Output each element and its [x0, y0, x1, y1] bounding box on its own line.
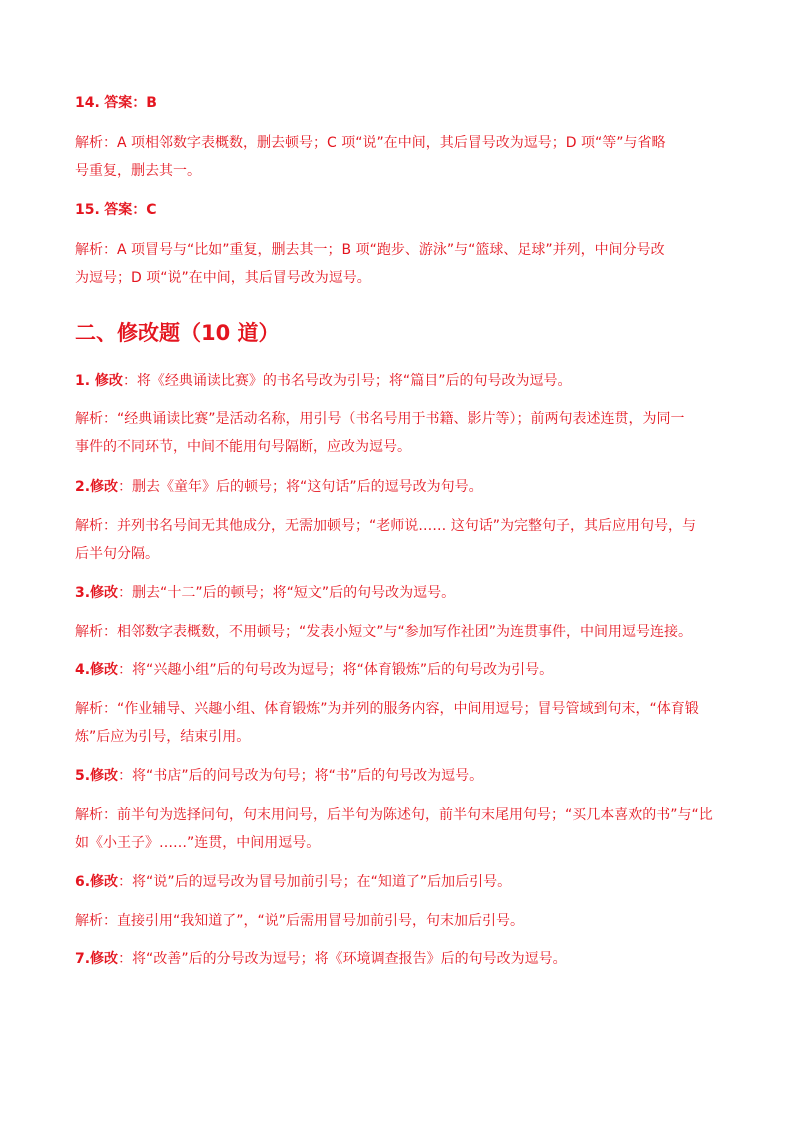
q14-answer	[75, 93, 157, 113]
item-3-analysis-line1: 解析：相邻数字表概数，不用顿号；“发表小短文”与“参加写作社团”为连贯事件，中间用逗号连接。	[75, 624, 693, 640]
item-4-analysis-line2: 炼”后应为引号，结束引用。	[75, 729, 251, 745]
item-5-analysis-line2: 如《小王子》……”连贯，中间用逗号。	[75, 835, 321, 851]
item-6-label: 6.修改	[75, 874, 119, 890]
item-5	[75, 766, 483, 786]
item-7	[75, 949, 567, 969]
item-1-analysis-line1: 解析：“经典诵读比赛”是活动名称，用引号（书名号用于书籍、影片等）；前两句表述连贯，为同一	[75, 411, 685, 427]
item-5-text: ：将“书店”后的问号改为句号；将“书”后的句号改为逗号。	[118, 768, 484, 784]
item-6-analysis-line1: 解析：直接引用“我知道了”，“说”后需用冒号加前引号，句末加后引号。	[75, 913, 525, 929]
q14-analysis-line1: 解析：A 项相邻数字表概数，删去顿号；C 项“说”在中间，其后冒号改为逗号；D 项“等”与省略	[75, 135, 666, 151]
item-2-analysis-line1: 解析：并列书名号间无其他成分，无需加顿号；“老师说…… 这句话”为完整句子，其后应用句号，与	[75, 518, 696, 534]
item-5-analysis-line1: 解析：前半句为选择问句，句末用问号，后半句为陈述句，前半句末尾用句号；“买几本喜欢的书”与“比	[75, 807, 713, 823]
q15-analysis-line1: 解析：A 项冒号与“比如”重复，删去其一；B 项“跑步、游泳”与“篮球、足球”并列，中间分号改	[75, 242, 665, 258]
q14-number: 14.	[75, 95, 100, 111]
item-6	[75, 872, 511, 892]
item-7-text: ：将“改善”后的分号改为逗号；将《环境调查报告》后的句号改为逗号。	[118, 951, 567, 967]
item-3	[75, 583, 455, 603]
item-1-analysis-line2: 事件的不同环节，中间不能用句号隔断，应改为逗号。	[75, 439, 411, 455]
item-2-analysis-line2: 后半句分隔。	[75, 546, 159, 562]
q15-answer-label: 答案：C	[104, 202, 157, 218]
item-1-text: ：将《经典诵读比赛》的书名号改为引号；将“篇目”后的句号改为逗号。	[122, 373, 572, 389]
item-4-text: ：将“兴趣小组”后的句号改为逗号；将“体育锻炼”后的句号改为引号。	[118, 662, 554, 678]
item-4	[75, 660, 553, 680]
item-2-text: ：删去《童年》后的顿号；将“这句话”后的逗号改为句号。	[118, 479, 483, 495]
item-2	[75, 477, 483, 497]
item-2-label: 2.修改	[75, 479, 119, 495]
item-1-label: 1. 修改	[75, 373, 123, 389]
item-5-label: 5.修改	[75, 768, 119, 784]
item-4-analysis-line1: 解析：“作业辅导、兴趣小组、体育锻炼”为并列的服务内容，中间用逗号；冒号管域到句末，“体育锻	[75, 701, 699, 717]
q14-analysis-line2: 号重复，删去其一。	[75, 163, 201, 179]
q14-answer-label: 答案：B	[104, 95, 157, 111]
item-7-label: 7.修改	[75, 951, 119, 967]
item-6-text: ：将“说”后的逗号改为冒号加前引号；在“知道了”后加后引号。	[118, 874, 512, 890]
item-3-label: 3.修改	[75, 585, 119, 601]
item-4-label: 4.修改	[75, 662, 119, 678]
q15-number: 15.	[75, 202, 100, 218]
q15-analysis-line2: 为逗号；D 项“说”在中间，其后冒号改为逗号。	[75, 270, 371, 286]
q15-answer	[75, 200, 157, 220]
section-title: 二、修改题（10 道）	[75, 321, 280, 345]
item-3-text: ：删去“十二”后的顿号；将“短文”后的句号改为逗号。	[118, 585, 456, 601]
item-1	[75, 371, 571, 391]
